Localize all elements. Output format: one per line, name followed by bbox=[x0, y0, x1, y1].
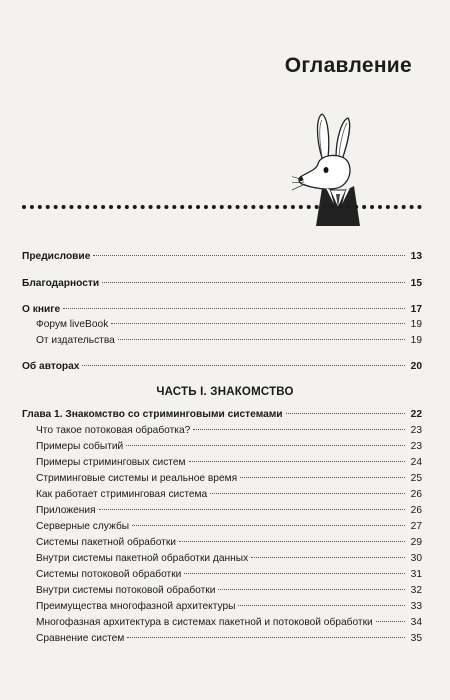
toc-entry-preface[interactable] bbox=[22, 250, 422, 263]
toc-section[interactable] bbox=[36, 552, 422, 565]
toc-entry-title: Благодарности bbox=[22, 278, 100, 289]
dot-leader bbox=[99, 509, 405, 510]
dot-leader bbox=[93, 255, 405, 256]
toc-section-page: 35 bbox=[410, 633, 422, 644]
toc-section-page: 33 bbox=[410, 601, 422, 612]
toc-entry-page: 20 bbox=[410, 361, 422, 372]
dot-leader bbox=[210, 493, 405, 494]
toc-entry-title: Форум liveBook bbox=[36, 319, 109, 330]
toc-section[interactable] bbox=[36, 520, 422, 533]
toc-section-page: 29 bbox=[410, 537, 422, 548]
dot-leader bbox=[102, 282, 405, 283]
toc-entry-about-book[interactable] bbox=[22, 303, 422, 316]
dot-leader bbox=[189, 461, 405, 462]
toc-entry-forum[interactable] bbox=[36, 318, 422, 331]
toc-section[interactable] bbox=[36, 632, 422, 645]
toc-section-title: Внутри системы пакетной обработки данных bbox=[36, 553, 249, 564]
toc-section-page: 32 bbox=[410, 585, 422, 596]
toc-section-title: Сравнение систем bbox=[36, 633, 125, 644]
toc-entry-publisher[interactable] bbox=[36, 334, 422, 347]
toc-entry-page: 15 bbox=[410, 278, 422, 289]
toc-section-title: Примеры событий bbox=[36, 441, 124, 452]
toc-section-title: Примеры стриминговых систем bbox=[36, 457, 186, 468]
toc-entry-thanks[interactable] bbox=[22, 277, 422, 290]
toc-section-title: Приложения bbox=[36, 505, 96, 516]
toc-section[interactable] bbox=[36, 456, 422, 469]
toc-section-page: 23 bbox=[410, 425, 422, 436]
part-title: ЧАСТЬ I. ЗНАКОМСТВО bbox=[156, 386, 294, 398]
dot-leader bbox=[132, 525, 405, 526]
toc-section-title: Что такое потоковая обработка? bbox=[36, 425, 191, 436]
dot-leader bbox=[238, 605, 405, 606]
mouse-mascot-in-suit-icon bbox=[292, 108, 372, 228]
toc-section-title: Как работает стриминговая система bbox=[36, 489, 208, 500]
dot-leader bbox=[376, 621, 405, 622]
toc-section[interactable] bbox=[36, 584, 422, 597]
toc-entry-title: О книге bbox=[22, 304, 61, 315]
toc-heading: Оглавление bbox=[284, 54, 412, 77]
toc-section-page: 25 bbox=[410, 473, 422, 484]
toc-entry-title: От издательства bbox=[36, 335, 115, 346]
toc-section-title: Стриминговые системы и реальное время bbox=[36, 473, 238, 484]
toc-section-page: 27 bbox=[410, 521, 422, 532]
dot-leader bbox=[118, 339, 405, 340]
dot-leader bbox=[240, 477, 405, 478]
dot-leader bbox=[82, 365, 405, 366]
toc-section-page: 24 bbox=[410, 457, 422, 468]
toc-section-page: 23 bbox=[410, 441, 422, 452]
toc-entry-page: 19 bbox=[410, 319, 422, 330]
toc-entry-page: 17 bbox=[410, 304, 422, 315]
toc-section-title: Серверные службы bbox=[36, 521, 130, 532]
toc-section-title: Системы потоковой обработки bbox=[36, 569, 182, 580]
dot-leader bbox=[179, 541, 405, 542]
dot-leader bbox=[184, 573, 405, 574]
dot-leader bbox=[63, 308, 405, 309]
toc-section-title: Внутри системы потоковой обработки bbox=[36, 585, 216, 596]
dot-leader bbox=[126, 445, 405, 446]
dot-leader bbox=[218, 589, 405, 590]
toc-entry-title: Глава 1. Знакомство со стриминговыми системами bbox=[22, 409, 283, 420]
toc-entry-title: Предисловие bbox=[22, 251, 91, 262]
decorative-dotted-divider bbox=[22, 205, 422, 209]
toc-entry-page: 13 bbox=[410, 251, 422, 262]
toc-section[interactable] bbox=[36, 568, 422, 581]
dot-leader bbox=[251, 557, 405, 558]
toc-entry-chapter-1[interactable] bbox=[22, 408, 422, 421]
toc-entry-page: 22 bbox=[410, 409, 422, 420]
dot-leader bbox=[286, 413, 405, 414]
toc-section[interactable] bbox=[36, 472, 422, 485]
toc-entry-page: 19 bbox=[410, 335, 422, 346]
toc-section[interactable] bbox=[36, 440, 422, 453]
toc-section-page: 31 bbox=[410, 569, 422, 580]
toc-section[interactable] bbox=[36, 504, 422, 517]
toc-section[interactable] bbox=[36, 536, 422, 549]
toc-section-page: 30 bbox=[410, 553, 422, 564]
toc-section-page: 34 bbox=[410, 617, 422, 628]
toc-entry-title: Об авторах bbox=[22, 361, 80, 372]
dot-leader bbox=[111, 323, 405, 324]
toc-entry-authors[interactable] bbox=[22, 360, 422, 373]
toc-section[interactable] bbox=[36, 424, 422, 437]
dot-leader bbox=[193, 429, 405, 430]
toc-section[interactable] bbox=[36, 600, 422, 613]
dot-leader bbox=[127, 637, 405, 638]
toc-section-title: Преимущества многофазной архитектуры bbox=[36, 601, 236, 612]
toc-section-page: 26 bbox=[410, 489, 422, 500]
toc-section-title: Системы пакетной обработки bbox=[36, 537, 176, 548]
toc-section-title: Многофазная архитектура в системах пакетной и потоковой обработки bbox=[36, 617, 373, 628]
toc-section[interactable] bbox=[36, 616, 422, 629]
toc-section-page: 26 bbox=[410, 505, 422, 516]
toc-section[interactable] bbox=[36, 488, 422, 501]
